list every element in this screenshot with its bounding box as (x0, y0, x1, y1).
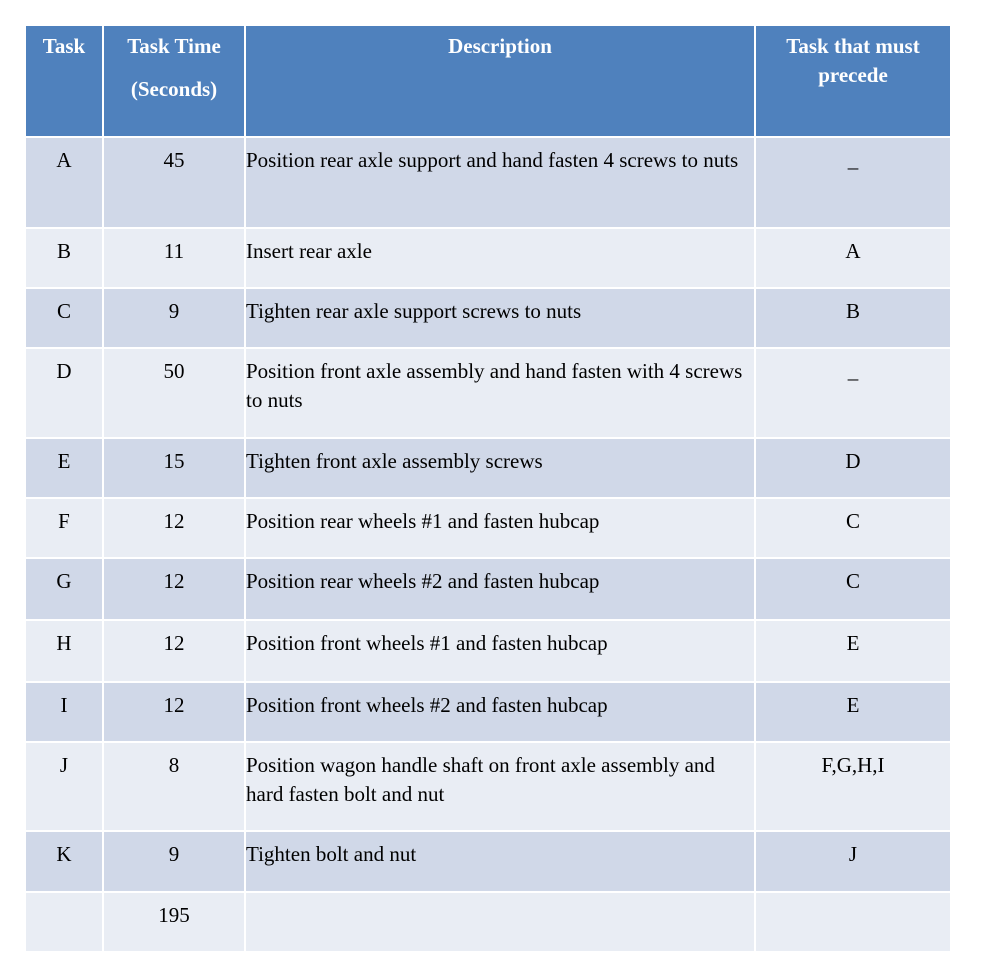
time-cell: 50 (103, 348, 245, 438)
task-table (24, 24, 952, 953)
description-cell: Position front axle assembly and hand fasten with 4 screws to nuts (245, 348, 755, 438)
total-precede-cell (755, 892, 951, 952)
precede-cell: J (755, 831, 951, 892)
time-cell: 9 (103, 831, 245, 892)
time-cell: 12 (103, 498, 245, 558)
total-task-cell (25, 892, 103, 952)
task-cell: F (25, 498, 103, 558)
header-task: Task (25, 25, 103, 137)
task-cell: K (25, 831, 103, 892)
description-cell: Tighten front axle assembly screws (245, 438, 755, 498)
task-cell: H (25, 620, 103, 682)
table-row (25, 288, 951, 348)
table-row (25, 498, 951, 558)
description-cell: Position rear wheels #1 and fasten hubcap (245, 498, 755, 558)
table-row (25, 620, 951, 682)
task-cell: J (25, 742, 103, 831)
header-description: Description (245, 25, 755, 137)
description-cell: Insert rear axle (245, 228, 755, 288)
task-cell: B (25, 228, 103, 288)
header-precede-line1: Task that must (786, 34, 920, 58)
time-cell: 12 (103, 558, 245, 620)
header-task-time-line1: Task Time (127, 34, 221, 58)
description-cell: Position front wheels #2 and fasten hubcap (245, 682, 755, 742)
time-cell: 9 (103, 288, 245, 348)
time-cell: 15 (103, 438, 245, 498)
table-row (25, 558, 951, 620)
time-cell: 12 (103, 620, 245, 682)
total-row (25, 892, 951, 952)
precede-cell: _ (755, 137, 951, 228)
description-cell: Tighten rear axle support screws to nuts (245, 288, 755, 348)
task-cell: A (25, 137, 103, 228)
table-row (25, 742, 951, 831)
time-cell: 12 (103, 682, 245, 742)
precede-cell: E (755, 682, 951, 742)
description-cell: Position wagon handle shaft on front axle assembly and hard fasten bolt and nut (245, 742, 755, 831)
table-row (25, 228, 951, 288)
table-row (25, 137, 951, 228)
description-cell: Position rear axle support and hand fasten 4 screws to nuts (245, 137, 755, 228)
precede-cell: B (755, 288, 951, 348)
table-row (25, 348, 951, 438)
precede-cell: _ (755, 348, 951, 438)
precede-cell: E (755, 620, 951, 682)
task-cell: G (25, 558, 103, 620)
total-time-cell: 195 (103, 892, 245, 952)
precede-cell: C (755, 558, 951, 620)
precede-cell: F,G,H,I (755, 742, 951, 831)
precede-cell: C (755, 498, 951, 558)
task-cell: D (25, 348, 103, 438)
precede-cell: A (755, 228, 951, 288)
header-task-time-line2: (Seconds) (130, 77, 218, 101)
header-row (25, 25, 951, 137)
header-task-time (103, 25, 245, 137)
description-cell: Tighten bolt and nut (245, 831, 755, 892)
description-cell: Position rear wheels #2 and fasten hubcap (245, 558, 755, 620)
precede-cell: D (755, 438, 951, 498)
table-row (25, 438, 951, 498)
header-precede (755, 25, 951, 137)
task-cell: E (25, 438, 103, 498)
time-cell: 45 (103, 137, 245, 228)
table-row (25, 831, 951, 892)
task-cell: I (25, 682, 103, 742)
task-cell: C (25, 288, 103, 348)
table-row (25, 682, 951, 742)
total-description-cell (245, 892, 755, 952)
time-cell: 8 (103, 742, 245, 831)
description-cell: Position front wheels #1 and fasten hubcap (245, 620, 755, 682)
header-precede-line2: precede (818, 63, 888, 87)
time-cell: 11 (103, 228, 245, 288)
